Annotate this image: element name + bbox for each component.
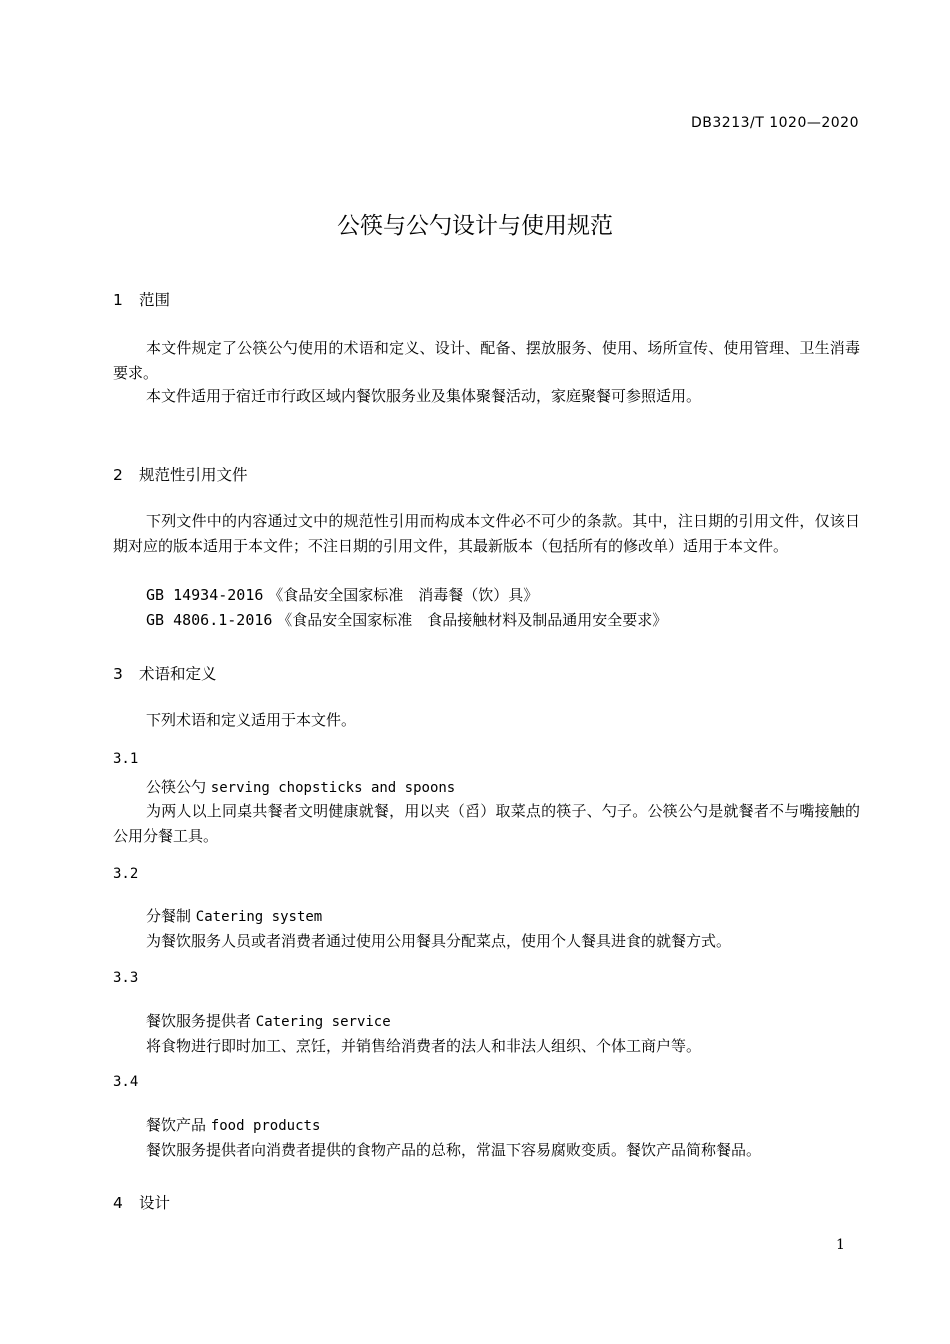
term-heading: [146, 1114, 320, 1135]
section-3-intro: 下列术语和定义适用于本文件。: [146, 711, 357, 729]
section-title: 设计: [139, 1194, 171, 1212]
term-chinese: 餐饮服务提供者: [146, 1012, 252, 1030]
term-number: 3.2: [113, 866, 139, 882]
section-1-paragraph-2: 本文件适用于宿迁市行政区域内餐饮服务业及集体聚餐活动，家庭聚餐可参照适用。: [146, 387, 702, 405]
term-definition: 为餐饮服务人员或者消费者通过使用公用餐具分配菜点，使用个人餐具进食的就餐方式。: [146, 932, 732, 950]
section-title: 范围: [139, 291, 171, 309]
term-chinese: 分餐制: [146, 907, 192, 925]
page-number: 1: [836, 1237, 845, 1253]
document-title: 公筷与公勺设计与使用规范: [337, 213, 613, 239]
term-chinese: 餐饮产品: [146, 1116, 207, 1134]
term-chinese: 公筷公勺: [146, 778, 207, 796]
term-heading: [146, 905, 322, 926]
section-number: 3: [113, 665, 123, 683]
section-title: 规范性引用文件: [139, 466, 248, 484]
term-number: 3.1: [113, 751, 139, 767]
term-definition: 为两人以上同桌共餐者文明健康就餐，用以夹（舀）取菜点的筷子、勺子。公筷公勺是就餐者不与嘴接触的公用分餐工具。: [113, 802, 860, 845]
reference-item: [146, 584, 538, 605]
reference-item: [146, 609, 667, 630]
section-1-heading: [113, 288, 170, 310]
term-english: food products: [210, 1118, 321, 1134]
term-number: 3.3: [113, 970, 139, 986]
term-number: 3.4: [113, 1074, 139, 1090]
section-2-paragraph-1: 下列文件中的内容通过文中的规范性引用而构成本文件必不可少的条款。其中，注日期的引用文件，仅该日期对应的版本适用于本文件；不注日期的引用文件，其最新版本（包括所有的修改单）适用于本文件。: [113, 512, 860, 555]
term-heading: [146, 776, 455, 797]
section-number: 4: [113, 1194, 123, 1212]
reference-code: GB 14934-2016: [146, 586, 264, 604]
section-1-paragraph-1: 本文件规定了公筷公勺使用的术语和定义、设计、配备、摆放服务、使用、场所宣传、使用管理、卫生消毒要求。: [113, 339, 860, 382]
term-definition: 将食物进行即时加工、烹饪，并销售给消费者的法人和非法人组织、个体工商户等。: [146, 1037, 702, 1055]
section-number: 1: [113, 291, 123, 309]
term-english: serving chopsticks and spoons: [210, 780, 456, 796]
reference-title: 《食品安全国家标准 消毒餐（饮）具》: [268, 586, 539, 604]
section-3-heading: [113, 662, 217, 684]
section-title: 术语和定义: [139, 665, 217, 683]
term-heading: [146, 1010, 391, 1031]
section-number: 2: [113, 466, 123, 484]
reference-title: 《食品安全国家标准 食品接触材料及制品通用安全要求》: [277, 611, 668, 629]
section-4-heading: [113, 1191, 170, 1213]
section-2-heading: [113, 463, 248, 485]
document-number: DB3213/T 1020—2020: [691, 115, 859, 131]
term-definition: 餐饮服务提供者向消费者提供的食物产品的总称，常温下容易腐败变质。餐饮产品简称餐品。: [146, 1141, 762, 1159]
reference-code: GB 4806.1-2016: [146, 611, 273, 629]
term-english: Catering system: [195, 909, 323, 925]
term-english: Catering service: [255, 1014, 391, 1030]
